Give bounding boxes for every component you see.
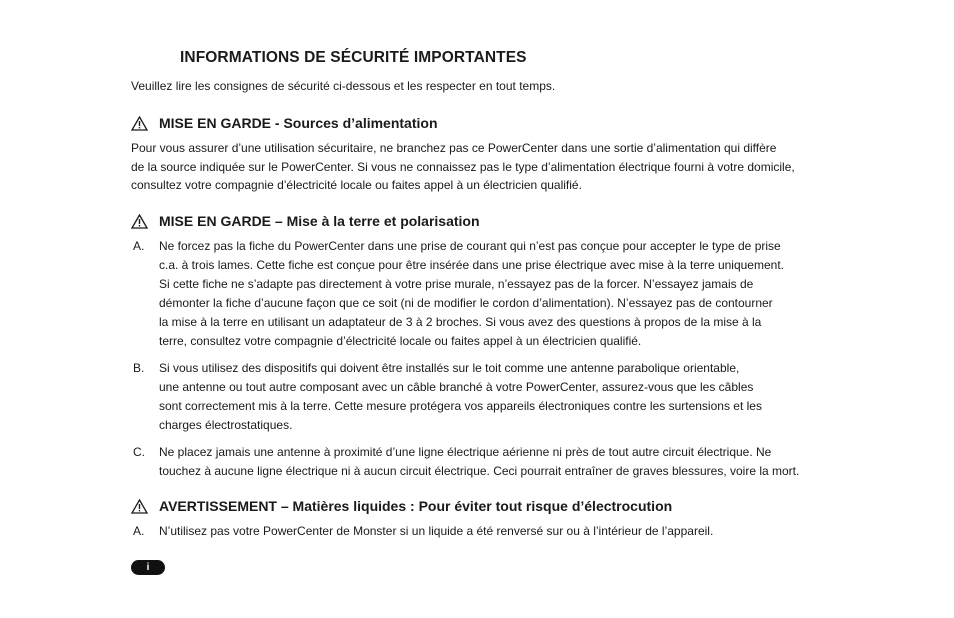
section-heading-text: MISE EN GARDE - Sources d’alimentation <box>159 115 438 131</box>
section-heading-grounding <box>131 213 480 229</box>
list-item-line: Si cette fiche ne s’adapte pas directement à votre prise murale, n’essayez pas de la forcer. N’essayez jamais de <box>159 277 754 291</box>
list-item-text <box>159 359 835 435</box>
list-item-line: sont correctement mis à la terre. Cette mesure protégera vos appareils électroniques contre les surtensions et les <box>159 399 762 413</box>
section-heading-power-sources <box>131 115 438 131</box>
list-item-line: c.a. à trois lames. Cette fiche est conçue pour être insérée dans une prise électrique avec mise à la terre uniquement. <box>159 258 784 272</box>
page-number-badge: i <box>131 560 165 575</box>
list-item-line: Si vous utilisez des dispositifs qui doivent être installés sur le toit comme une antenne parabolique orientable, <box>159 361 740 375</box>
list-item-line: Ne placez jamais une antenne à proximité d’une ligne électrique aérienne ni près de tout autre circuit électrique. Ne <box>159 445 772 459</box>
list-item-line: charges électrostatiques. <box>159 418 293 432</box>
list-item-line: terre, consultez votre compagnie d’électricité locale ou faites appel à un électricien qualifié. <box>159 334 642 348</box>
list-item-line: Ne forcez pas la fiche du PowerCenter dans une prise de courant qui n’est pas conçue pour accepter le type de prise <box>159 239 781 253</box>
warning-triangle-icon <box>131 214 148 229</box>
list-item-line: N’utilisez pas votre PowerCenter de Monster si un liquide a été renversé sur ou à l’intérieur de l’appareil. <box>159 524 714 538</box>
list-item-line: la mise à la terre en utilisant un adaptateur de 3 à 2 broches. Si vous avez des questions à propos de la mise à la <box>159 315 762 329</box>
list-item-line: touchez à aucune ligne électrique ni à aucun circuit électrique. Ceci pourrait entraîner de graves blessures, voire la mort. <box>159 464 800 478</box>
section-heading-text: MISE EN GARDE – Mise à la terre et polarisation <box>159 213 480 229</box>
list-item-text <box>159 443 835 481</box>
list-item-letter: A. <box>133 524 145 538</box>
list-item-line: une antenne ou tout autre composant avec un câble branché à votre PowerCenter, assurez-vous que les câbles <box>159 380 754 394</box>
list-item-text <box>159 522 835 541</box>
section-heading-liquids <box>131 498 672 514</box>
list-item-line: démonter la fiche d’aucune façon que ce soit (ni de modifier le cordon d’alimentation). N’essayez pas de contourner <box>159 296 773 310</box>
page-title: INFORMATIONS DE SÉCURITÉ IMPORTANTES <box>180 49 527 66</box>
list-item-letter: B. <box>133 361 145 375</box>
paragraph-line: de la source indiquée sur le PowerCenter. Si vous ne connaissez pas le type d’alimentation électrique fourni à votre domicile, <box>131 159 795 174</box>
paragraph-line: Pour vous assurer d’une utilisation sécuritaire, ne branchez pas ce PowerCenter dans une sortie d’alimentation qui diffère <box>131 141 777 155</box>
list-item-text <box>159 237 835 351</box>
paragraph-line: consultez votre compagnie d’électricité locale ou faites appel à un électricien qualifié. <box>131 178 582 193</box>
intro-text: Veuillez lire les consignes de sécurité ci-dessous et les respecter en tout temps. <box>131 79 556 93</box>
list-item-letter: A. <box>133 239 145 253</box>
warning-triangle-icon <box>131 116 148 131</box>
section-paragraph-power-sources <box>131 139 831 195</box>
warning-triangle-icon <box>131 499 148 514</box>
list-item-letter: C. <box>133 445 145 459</box>
section-heading-text: AVERTISSEMENT – Matières liquides : Pour éviter tout risque d’électrocution <box>159 498 673 514</box>
